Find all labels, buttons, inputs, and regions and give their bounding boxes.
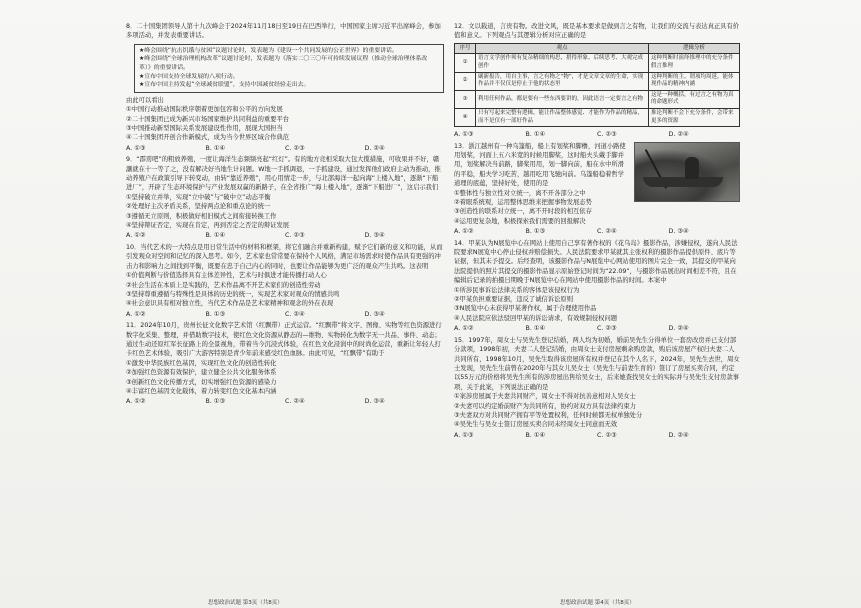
option-a[interactable]: A. ①②: [126, 232, 146, 240]
statement: ①坚持破立并举，实现“立中破”与“破中立”动态平衡: [126, 193, 271, 201]
table-cell: 推论判断不会下充分条件，会带来更多的资源: [649, 108, 740, 126]
answer-options: [126, 144, 444, 153]
option-b[interactable]: B. ①③: [205, 310, 226, 318]
option-b[interactable]: B. ①③: [205, 398, 226, 406]
table-cell: ③: [455, 90, 476, 108]
box-line: ★宣布中国主持发起“全球减贫联盟”，支持中国减贫经验走出去。: [139, 82, 310, 89]
question-13: [454, 142, 740, 237]
answer-options: [126, 310, 444, 319]
statement: ④坚持辩证否定，实现在肯定，再到否定之否定的辩证发展: [126, 222, 290, 230]
question-11: [126, 321, 444, 407]
question-stem: 12．文以载道，言贵有物。改进文风，既是基本要求是做到言之有物，让我们的交流与表达真正具有价值和意义。下列观点与其逻辑分析对应正确的是: [454, 23, 740, 40]
option-b[interactable]: B. ①③: [525, 228, 546, 236]
option-b[interactable]: B. ①④: [205, 144, 226, 152]
question-14: [454, 239, 740, 334]
table-cell: ①: [455, 54, 476, 72]
statement: ②着眼系统观，运用整体思维来把握事物发展态势: [454, 199, 592, 206]
question-stem: 13．浙江越州有一种乌篷船，船上有划桨和脚橹，河道小路使用划桨，河面上五六米宽的时候用脚桨，这时船夫头戴手脚并用，划桨解决当前路，脚桨用用，划一脚向前，船在水中所滑的平稳，船夫学习吃苦，越用吃用飞驰向前。乌篷船稳着哲学道理的底蕴，坚持好处，使用的是: [454, 142, 626, 188]
option-c[interactable]: C. ②③: [597, 131, 617, 139]
option-b[interactable]: B. ①④: [525, 131, 546, 139]
statement: ②社会生活在本质上是实践的，艺术作品离不开艺术家们的创造性劳动: [126, 281, 321, 289]
statement: ①所涉民事诉讼法律关系的客体是该侵权行为: [454, 286, 580, 294]
option-a[interactable]: A. ①③: [454, 431, 474, 439]
table-header: 序号: [455, 43, 476, 54]
statement: ④二十国集团开创合作新模式，成为当今世界区域合作典范: [126, 134, 290, 142]
option-c[interactable]: C. ②④: [597, 228, 617, 236]
answer-options: [126, 397, 444, 406]
question-lead: 由此可以看出: [126, 96, 164, 104]
table-cell: ④: [455, 108, 476, 126]
logic-table: [454, 43, 740, 127]
option-c[interactable]: C. ②③: [285, 144, 305, 152]
statement: ③中国推动新型国际关系发展建设性作用，展现大国担当: [126, 125, 283, 132]
option-a[interactable]: A. ①②: [454, 228, 474, 236]
answer-options: [454, 431, 740, 440]
option-d[interactable]: D. ②④: [668, 325, 689, 333]
statement: ②二十国集团已成为新兴市场国家维护共同利益的重要平台: [126, 115, 290, 123]
option-d[interactable]: D. ②④: [364, 144, 385, 152]
question-9: [126, 155, 444, 241]
option-b[interactable]: B. ①④: [205, 232, 226, 240]
question-stem: 8．二十国集团领导人第十九次峰会于2024年11月18日至19日在巴西举行，中国国家主席习近平出席峰会，参加多项活动，并发表重要讲话。: [126, 23, 441, 40]
table-row: [455, 90, 740, 108]
statement: ③坚持尊重遵循与特殊性是具体的历史的统一，实现艺术家对观众的情感共鸣: [126, 290, 340, 298]
statement: ④丰富红色基因文化载体，着力转变红色文化基本内涵: [126, 387, 277, 395]
table-row: [455, 72, 740, 90]
question-stem: 9．“霹雳吧”的粗放养殖，一度让海洋生态频频亮起“红灯”。有的地方竞相采取大包大揽措施，可收果并不好，赣灏就在十一等了之，没有解决好当地生计问题。W地一手抓调退，一手抓建设，通过发挥他们政府主动为推动，推动养殖户在政策引导下转变动，由转“靠近养殖”，用心用情走一步，与北部海洋一起向海“上楼入地”，逐渐“下船进厂”，开辟了生态环境保护与产业发展双赢的新路子，在全省推广“海上楼入地”，逐渐“下船进厂”，这启示我们: [126, 156, 441, 192]
table-cell: 这种判断的主、谓项均周延，能体现作品的精神内涵: [649, 72, 740, 90]
statement: ①激发中华民族红色基因，实现红色文化的创造性转化: [126, 359, 277, 367]
boat-photo: [634, 142, 740, 202]
statement: ③夫妻双方对共同财产拥有平等处置权利，任何时候都无权单独处分: [454, 411, 643, 419]
option-a[interactable]: A. ①②: [126, 398, 146, 406]
question-12: [454, 22, 740, 140]
statement: ②处理好主次矛盾关系，坚持两点论和重点论的统一: [126, 203, 271, 211]
statement: ④吴先生与吴女士签订房屋买卖合同未经周女士同意而无效: [454, 421, 618, 429]
option-c[interactable]: C. ②③: [597, 325, 617, 333]
option-d[interactable]: D. ③④: [364, 398, 385, 406]
statement: ①中国行动推动国际秩序朝着更加包容和公平的方向发展: [126, 106, 283, 114]
statement: ④人民法院应依法驳回甲某的诉讼请求，有效规制侵权问题: [454, 314, 618, 322]
statement: ②甲某负担重要证据，违反了诚信诉讼原则: [454, 296, 573, 304]
table-cell: 利用任何作品，都是要有一些东西要讲的，因此语言一定要言之有物: [476, 90, 649, 108]
table-cell: ②: [455, 72, 476, 90]
answer-options: [454, 227, 740, 236]
option-c[interactable]: C. ②③: [597, 431, 617, 439]
table-row: [455, 108, 740, 126]
statement: ③遵循无立原则，积极做好相旧模式之间衔接转换工作: [126, 212, 277, 220]
option-d[interactable]: D. ③④: [364, 310, 385, 318]
option-d[interactable]: D. ②④: [668, 131, 689, 139]
table-cell: 刷新报告，用自主事，言之有物之“物”，才是文章文章的生命，实现作品并不仅仅是停止于他的状态里: [476, 72, 649, 90]
answer-options: [126, 231, 444, 240]
option-d[interactable]: D. ③④: [364, 232, 385, 240]
table-header-row: [455, 43, 740, 54]
boat-shape: [643, 177, 723, 187]
table-cell: 这种判断时演绎推理中的充分条件假言推理: [649, 54, 740, 72]
table-cell: 只有写起来完整有逻辑，能让作品整体感觉、才能作为作品的精品，而不是仅有一部好作品: [476, 108, 649, 126]
option-a[interactable]: A. ①③: [454, 131, 474, 139]
question-stem: 15．1997年，周女士与吴先生登记结婚，两人均为初婚，婚前吴先生分得单位一套房改房并已支付部分款项，1998年初，夫妻二人登记结婚，由周女士支付房屋剩余购房款，购后该房屋产权归夫妻二人共同所有，1998年10月，吴先生取得该房屋所有权并登记在其个人名下，2024年，吴先生去世，周女士发现，吴先生生前曾在2020年与其女儿吴女士（吴先生与前妻生育的）签订了房屋买卖合同，约定以55万元的价格将吴先生所有的涉房屋出售给吴女士，后来她查找吴女士的实际并与吴先生支付房款事项，关于此案，下列说法正确的是: [454, 336, 740, 391]
statement: ②加强红色资源有效保护，建立健全公共文化服务体系: [126, 369, 277, 377]
info-box: [134, 44, 444, 93]
statement: ④社会意识具有相对独立性，当代艺术作品是艺术家精神和观念的外在表现: [126, 300, 334, 308]
statement: ③创新红色文化传播方式，切实增强红色资源的感染力: [126, 378, 277, 386]
option-b[interactable]: B. ①④: [525, 325, 546, 333]
box-line: ★宣布中国支持全球发展的八项行动。: [139, 73, 239, 80]
boatman-shape: [685, 157, 699, 179]
answer-options: [454, 130, 740, 139]
right-page: [454, 22, 740, 442]
option-a[interactable]: A. ①②: [126, 310, 146, 318]
page-footer-left: 思想政治试题 第3页（共8页）: [208, 600, 283, 606]
table-cell: 语言文学创作须有复杂精细的构思，措得形象、后续思考、大观完成创作: [476, 54, 649, 72]
table-cell: 这是一种概括，有过言之有物为真的命题形式: [649, 90, 740, 108]
option-a[interactable]: A. ①②: [454, 325, 474, 333]
option-c[interactable]: C. ②③: [285, 232, 305, 240]
statement: ④运用更复杂地，积极探索我们需要的回报解决: [454, 217, 586, 225]
question-stem: 14．甲某认为N展览中心在网站上使用自己享有著作权的《花乌岛》摄影作品，涉嫌侵权，遂向人民法院要求N展览中心停止侵权并赔偿损失。人民法院要求甲某就其主张权利的摄影作品提供原件、底片等证据，但其未予提交。后经查明，该摄影作品与N展览中心网站使用的图片完全一致，其提交的甲某向法院提供的照片其提交的摄影作品显示原始登记时间为“22.09”，与摄影作品展出时间相差不符，且在编辑后记录的拍摄日期晚于N展览中心在网站中使用摄影作品的时间。本案中: [454, 239, 738, 285]
box-line: ★峰会围绕“抗击饥饿与贫困”议题讨论时，发表题为《建设一个共同发展的公正世界》的重要讲话。: [139, 47, 398, 54]
table-header: 逻辑分析: [649, 43, 740, 54]
question-10: [126, 243, 444, 319]
question-stem: 11．2024年10月，贵州长征文化数字艺术馆（红飘带）正式运营。“红飘带”将文字、图像、实物等红色资源进行数字化采集、整理，并借助数字技术，使红色文化资源从静态的—维物、实物转化为数字无一共品、事件、动态；通过生动还原红军长征路上的全景视角，带着当今沉浸式体验，在红色文化浸润中的时尚化运营，重新让年轻人打卡红色艺术体验，吸引广大游客特别是青少年前来感受红色血脉。由此可见，“红飘带”有助于: [126, 322, 442, 358]
option-c[interactable]: C. ②④: [285, 310, 305, 318]
table-header: 观点: [476, 43, 649, 54]
answer-options: [454, 324, 740, 333]
statement: ①价值判断与价值选择具有主体差异性，艺术与时俱进才能传播打动人心: [126, 272, 327, 280]
table-row: [455, 54, 740, 72]
option-d[interactable]: D. ③④: [668, 228, 689, 236]
option-b[interactable]: B. ①④: [525, 431, 546, 439]
question-15: [454, 336, 740, 440]
box-line: ★峰会围绕“全球治理机构改革”议题讨论时，发表题为《落实二〇三〇年可持续发展议程（推动全球治理体系改革）》的重要讲话。: [139, 56, 428, 71]
option-d[interactable]: D. ②④: [668, 431, 689, 439]
statement: ③N展览中心未获得甲某著作权，属于合理使用作品: [454, 305, 597, 313]
question-8: [126, 22, 444, 153]
option-a[interactable]: A. ①③: [126, 144, 146, 152]
statement: ③创造性的联系对立统一，离不开时段的相互依存: [454, 208, 592, 216]
statement: ①整体性与独立性对立统一，离不开各部分之中: [454, 189, 586, 197]
question-stem: 10．当代艺术的一大特点是用日常生活中的材料和框架，将它们融合并重新构建，赋予它们新的意义和功能，从而引发观众对空间和记忆的深入思考。如今，艺术家也常常要在保持个人风格，满足市场需求时使作品具有更强的冲击力和影响力之间找到平衡，既要在忠于自己内心的同时，也要让作品能够为更广泛的观众产生共鸣。这表明: [126, 243, 443, 270]
left-page: [126, 22, 444, 409]
statement: ①案涉房屋属于夫妻共同财产，周女士不得对抗善意相对人吴女士: [454, 393, 636, 401]
option-c[interactable]: C. ②④: [285, 398, 305, 406]
statement: ②夫妻可以约定婚前财产为共同所有，协约对双方具有法律约束力: [454, 402, 636, 410]
page-footer-right: 思想政治试题 第4页（共8页）: [560, 600, 635, 606]
